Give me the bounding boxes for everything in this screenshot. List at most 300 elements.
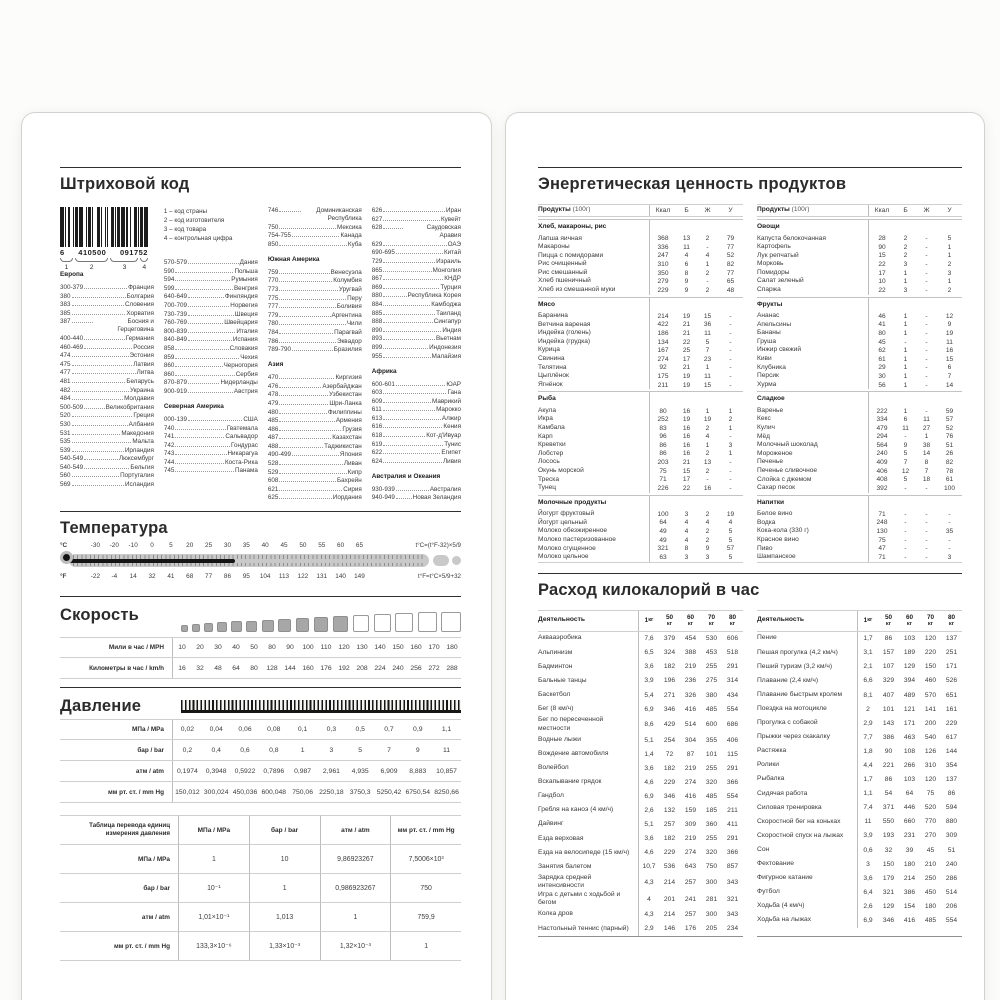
product-value: 5 xyxy=(728,528,733,536)
code-entry xyxy=(60,421,154,429)
nutrition-row xyxy=(757,553,962,562)
dot-leader xyxy=(175,446,230,447)
activity-name: Силовая тренировка xyxy=(757,803,822,811)
activity-value: 7,6 xyxy=(638,632,659,646)
celsius-tick: 45 xyxy=(280,542,288,550)
dot-leader xyxy=(279,245,347,246)
activity-value: 201 xyxy=(663,895,676,903)
calories-header-col: 50 кг xyxy=(665,613,674,627)
code-entry xyxy=(164,450,258,458)
barcode-legend-item: 2 – код изготовителя xyxy=(163,217,225,224)
dot-leader xyxy=(175,463,224,464)
nutrition-header-col: Ж xyxy=(704,207,711,214)
product-value: 5 xyxy=(705,338,710,346)
code-number: 625 xyxy=(267,494,279,502)
product-value: 16 xyxy=(945,347,954,355)
nutrition-section-name: Рыба xyxy=(538,395,556,403)
activity-value: 660 xyxy=(903,818,916,826)
activity-value: 329 xyxy=(882,677,895,685)
activity-value: 240 xyxy=(945,860,958,868)
product-value: 19 xyxy=(726,510,735,518)
code-number: 786 xyxy=(267,337,279,345)
pressure-value: 0,08 xyxy=(267,726,281,734)
nutrition-header-col: Ккал xyxy=(649,205,676,216)
country-name: ЮАР xyxy=(446,380,461,388)
activity-value: 0,6 xyxy=(857,843,878,857)
product-value: 3 xyxy=(903,286,908,294)
activity-name: Пеший туризм (3,2 км/ч) xyxy=(757,662,833,670)
country-name: Камбоджа xyxy=(431,300,461,308)
activity-name: Футбол xyxy=(757,888,780,896)
celsius-tick: 55 xyxy=(318,542,326,550)
activity-value: 103 xyxy=(903,635,916,643)
country-name: Мальта xyxy=(132,438,154,446)
activity-value: 880 xyxy=(945,818,958,826)
product-value: 1 xyxy=(947,252,952,260)
speed-bar xyxy=(441,612,461,633)
activity-value: 454 xyxy=(684,635,697,643)
pressure-row-values xyxy=(172,720,461,739)
product-name: Спаржа xyxy=(757,286,781,294)
country-name: Румыния xyxy=(231,276,258,284)
product-value: 1 xyxy=(728,424,733,432)
country-name: Кот-д'Ивуар xyxy=(426,432,461,440)
product-value: 86 xyxy=(649,450,676,459)
product-value: 100 xyxy=(649,510,676,519)
country-name: Индия xyxy=(442,326,461,334)
product-value: 18 xyxy=(922,476,931,484)
product-value: 52 xyxy=(726,252,735,260)
product-value: 21 xyxy=(682,364,691,372)
conversion-value: 1 xyxy=(320,902,391,931)
code-entry xyxy=(268,469,362,477)
activity-value: 176 xyxy=(684,925,697,933)
activity-value: 321 xyxy=(726,895,739,903)
product-value: 64 xyxy=(649,519,676,528)
dot-leader xyxy=(72,434,121,435)
nutrition-row xyxy=(757,467,962,476)
nutrition-row xyxy=(538,510,743,519)
code-entry xyxy=(372,267,461,275)
country-name: Маврикий xyxy=(432,397,461,405)
code-number: 594 xyxy=(163,276,175,284)
nutrition-row xyxy=(538,260,743,269)
product-value: 3 xyxy=(903,260,908,268)
code-number: 885 xyxy=(371,309,383,317)
code-entry xyxy=(268,486,362,494)
country-name: Эквадор xyxy=(337,337,362,345)
speed-value: 272 xyxy=(428,664,440,672)
nutrition-row xyxy=(757,355,962,364)
pressure-value: 0,3 xyxy=(326,726,337,734)
activity-value: 193 xyxy=(882,832,895,840)
calories-row xyxy=(538,874,743,891)
product-value: 3 xyxy=(728,441,733,449)
product-value: 38 xyxy=(922,441,931,449)
code-number: 470 xyxy=(267,374,279,382)
nutrition-row xyxy=(757,372,962,381)
speed-value: 80 xyxy=(268,644,276,652)
code-entry xyxy=(164,336,258,344)
activity-name: Гандбол xyxy=(538,792,564,800)
activity-name: Прогулка с собакой xyxy=(757,719,818,727)
celsius-tick: 25 xyxy=(205,542,213,550)
country-name: Израиль xyxy=(436,257,461,265)
barcode-group-numbers xyxy=(60,264,148,271)
pressure-value: 0,2 xyxy=(182,746,193,754)
product-value: 79 xyxy=(726,235,735,243)
product-value: 7 xyxy=(924,467,929,475)
product-value: - xyxy=(904,510,907,518)
code-entry xyxy=(164,379,258,387)
speed-bar xyxy=(204,623,213,632)
nutrition-columns xyxy=(538,204,962,563)
code-entry xyxy=(268,409,362,417)
activity-value: 530 xyxy=(705,635,718,643)
product-value: 2 xyxy=(903,243,908,251)
product-value: - xyxy=(925,278,928,286)
dot-leader xyxy=(383,402,431,403)
activity-value: 2,9 xyxy=(857,716,878,730)
product-value: 2 xyxy=(705,286,710,294)
activity-value: 2,9 xyxy=(638,922,659,936)
code-number: 485 xyxy=(267,417,279,425)
activity-value: 229 xyxy=(663,778,676,786)
pressure-row-values xyxy=(172,782,461,802)
product-name: Молоко цельное xyxy=(538,553,589,561)
dot-leader xyxy=(383,314,435,315)
product-value: 408 xyxy=(868,475,895,484)
activity-value: 214 xyxy=(903,874,916,882)
activity-name: Скоростной спуск на лыжах xyxy=(757,831,844,839)
code-entry xyxy=(60,412,154,420)
pressure-value: 1 xyxy=(300,746,305,754)
code-number: 613 xyxy=(371,414,383,422)
nutrition-header-row xyxy=(538,204,743,217)
activity-value: 463 xyxy=(903,733,916,741)
fahrenheit-unit-label: °F xyxy=(60,573,67,581)
activity-value: 103 xyxy=(903,776,916,784)
code-entry xyxy=(60,404,154,412)
activity-value: 180 xyxy=(924,902,937,910)
product-value: - xyxy=(729,467,732,475)
activity-value: 554 xyxy=(726,705,739,713)
fahrenheit-tick: 140 xyxy=(335,573,346,581)
activity-value: 343 xyxy=(726,911,739,919)
activity-name: Ходьба на лыжах xyxy=(757,916,812,924)
product-value: 57 xyxy=(726,545,735,553)
speed-value: 140 xyxy=(374,644,386,652)
product-value: 1 xyxy=(903,312,908,320)
barcode-digits xyxy=(60,248,148,257)
code-number: 858 xyxy=(163,344,175,352)
activity-value: 219 xyxy=(684,764,697,772)
speed-value: 10 xyxy=(178,644,186,652)
dot-leader xyxy=(383,393,446,394)
calories-row xyxy=(538,818,743,832)
product-value: 26 xyxy=(945,450,954,458)
product-name: Белое вино xyxy=(757,510,793,518)
product-value: - xyxy=(925,519,928,527)
activity-value: 4,3 xyxy=(638,908,659,922)
product-name: Лосось xyxy=(538,458,560,466)
nutrition-row xyxy=(757,450,962,459)
product-value: 16 xyxy=(682,407,691,415)
product-value: 2 xyxy=(728,416,733,424)
country-name: Беларусь xyxy=(126,377,154,385)
activity-value: 2,6 xyxy=(857,899,878,913)
dot-leader xyxy=(279,324,346,325)
activity-name: Дайвинг xyxy=(538,820,564,828)
activity-value: 570 xyxy=(924,691,937,699)
product-name: Молочный шоколад xyxy=(757,441,818,449)
calories-row xyxy=(538,803,743,817)
code-number: 870-879 xyxy=(163,379,188,387)
product-value: 17 xyxy=(868,269,895,278)
fahrenheit-tick: 41 xyxy=(167,573,175,581)
code-number: 570-579 xyxy=(163,259,188,266)
code-entry xyxy=(268,426,362,434)
product-value: 90 xyxy=(868,243,895,252)
calories-row xyxy=(757,674,962,688)
country-name: Норвегия xyxy=(230,301,258,309)
product-value: - xyxy=(904,553,907,561)
dot-leader xyxy=(72,451,124,452)
activity-value: 286 xyxy=(945,874,958,882)
product-value: 240 xyxy=(868,450,895,459)
pressure-row-label: МПа / MPa xyxy=(132,726,164,734)
code-entry xyxy=(372,318,461,326)
activity-value: 132 xyxy=(663,807,676,815)
product-value: 78 xyxy=(945,467,954,475)
product-value: 479 xyxy=(868,424,895,433)
product-value: 11 xyxy=(704,372,711,380)
product-value: 15 xyxy=(703,312,712,320)
product-value: 406 xyxy=(868,467,895,476)
nutrition-row xyxy=(538,475,743,484)
thermometer-bulb xyxy=(60,551,73,564)
activity-value: 229 xyxy=(663,849,676,857)
country-name: Парагвай xyxy=(334,328,362,336)
country-name: Дания xyxy=(239,259,258,266)
speed-value: 128 xyxy=(266,664,278,672)
code-number: 780 xyxy=(267,320,279,328)
activity-value: 450 xyxy=(924,888,937,896)
code-number: 520 xyxy=(60,412,71,420)
barcode-legend-item: 1 – код страны xyxy=(163,208,208,215)
product-name: Карп xyxy=(538,432,553,440)
activity-value: 219 xyxy=(684,663,697,671)
product-value: - xyxy=(925,545,928,553)
pressure-value: 6,909 xyxy=(380,767,398,775)
product-value: 12 xyxy=(945,312,954,320)
country-name: Сербия xyxy=(235,370,258,378)
code-number: 474 xyxy=(60,352,71,360)
code-number: 400-440 xyxy=(60,334,84,342)
product-value: 15 xyxy=(682,467,691,475)
product-value: - xyxy=(925,286,928,294)
activity-value: 346 xyxy=(882,917,895,925)
activity-name: Аквааэробика xyxy=(538,634,582,642)
activity-value: 182 xyxy=(663,764,676,772)
speed-value: 90 xyxy=(286,644,294,652)
country-name: ОАЭ xyxy=(447,240,461,248)
product-name: Пицца с помидорами xyxy=(538,251,604,259)
code-entry xyxy=(164,416,258,424)
code-entry xyxy=(60,344,154,352)
activity-name: Поездка на мотоцикле xyxy=(757,704,827,712)
activity-value: 346 xyxy=(663,705,676,713)
product-value: 11 xyxy=(683,243,690,251)
product-value: 100 xyxy=(943,484,955,492)
product-value: - xyxy=(925,553,928,561)
activity-value: 485 xyxy=(705,792,718,800)
product-value: 11 xyxy=(946,338,953,346)
product-value: 96 xyxy=(649,433,676,442)
dot-leader xyxy=(279,307,335,308)
product-value: 392 xyxy=(868,484,895,493)
activity-value: 161 xyxy=(945,705,958,713)
product-value: 1 xyxy=(728,407,733,415)
code-number: 528 xyxy=(267,460,279,468)
product-value: 2 xyxy=(705,424,710,432)
conversion-row-label: атм / atm xyxy=(60,902,178,931)
product-value: 62 xyxy=(868,346,895,355)
nutrition-row xyxy=(757,475,962,484)
nutrition-section-row xyxy=(757,495,962,510)
product-value: - xyxy=(925,484,928,492)
activity-value: 54 xyxy=(884,790,893,798)
product-value: 294 xyxy=(868,433,895,442)
activity-value: 6,9 xyxy=(638,702,659,716)
activity-name: Альпинизм xyxy=(538,648,573,656)
code-entry xyxy=(268,477,362,485)
code-number: 626 xyxy=(371,207,383,214)
barcode-group-number: 3 xyxy=(122,264,127,271)
conversion-value: 1 xyxy=(390,931,461,960)
product-value: - xyxy=(925,321,928,329)
celsius-ticks xyxy=(86,542,369,549)
activity-value: 366 xyxy=(726,778,739,786)
nutrition-section-row xyxy=(757,391,962,406)
product-value: - xyxy=(925,269,928,277)
product-name: Мёд xyxy=(757,432,771,440)
country-name: Казахстан xyxy=(332,434,362,442)
activity-value: 255 xyxy=(705,835,718,843)
celsius-scale-row xyxy=(60,542,461,549)
dot-leader xyxy=(383,436,425,437)
code-entry xyxy=(372,458,461,466)
code-number: 930-939 xyxy=(371,485,395,493)
code-entry xyxy=(164,302,258,310)
country-name: Сальвадор xyxy=(225,433,258,441)
activity-name: Плавание быстрым кролем xyxy=(757,690,843,698)
activity-value: 314 xyxy=(726,677,739,685)
dot-leader xyxy=(279,447,323,448)
country-name: Финляндия xyxy=(224,293,258,301)
activity-value: 157 xyxy=(882,649,895,657)
product-name: Цыплёнок xyxy=(538,372,569,380)
calories-row xyxy=(757,801,962,815)
activity-value: 1,4 xyxy=(638,747,659,761)
speed-section xyxy=(60,596,461,679)
activity-value: 550 xyxy=(882,818,895,826)
nutrition-row xyxy=(757,433,962,442)
country-name: Алжир xyxy=(441,414,461,422)
activity-name: Сон xyxy=(757,845,770,853)
conversion-value: 10⁻¹ xyxy=(178,873,249,902)
activity-value: 1,8 xyxy=(857,744,878,758)
product-value: 86 xyxy=(649,441,676,450)
product-value: 27 xyxy=(922,424,931,432)
product-value: 4 xyxy=(705,519,710,527)
calories-row xyxy=(757,829,962,843)
calories-header-col: 60 кг xyxy=(905,613,914,627)
calories-row xyxy=(538,761,743,775)
country-codes-grid xyxy=(60,203,461,503)
code-number: 611 xyxy=(371,406,382,414)
product-value: 229 xyxy=(649,286,676,295)
product-value: - xyxy=(925,312,928,320)
codes-column-2 xyxy=(164,203,258,503)
product-value: 14 xyxy=(922,450,931,458)
calories-row xyxy=(538,716,743,733)
product-name: Треска xyxy=(538,475,559,483)
activity-value: 411 xyxy=(727,821,738,829)
product-value: - xyxy=(729,381,732,389)
product-value: 92 xyxy=(649,364,676,373)
calories-row xyxy=(538,702,743,716)
dot-leader xyxy=(279,333,333,334)
calories-header-row xyxy=(538,610,743,632)
product-value: 274 xyxy=(649,355,676,364)
calories-row xyxy=(757,843,962,857)
country-name: Канада xyxy=(340,232,362,240)
country-name: Хорватия xyxy=(126,309,154,317)
activity-value: 6,9 xyxy=(857,914,878,928)
product-name: Мороженое xyxy=(757,449,793,457)
activity-name: Езда на велосипеде (15 км/ч) xyxy=(538,848,630,856)
product-name: Помидоры xyxy=(757,268,790,276)
activity-value: 3,6 xyxy=(638,761,659,775)
activity-name: Баскетбол xyxy=(538,690,571,698)
fahrenheit-tick: 77 xyxy=(205,573,213,581)
pressure-value: 4,935 xyxy=(351,767,369,775)
speed-bar xyxy=(231,621,241,632)
activity-value: 182 xyxy=(663,663,676,671)
activity-name: Растяжка xyxy=(757,747,787,755)
speed-value: 40 xyxy=(232,644,240,652)
country-name: Польша xyxy=(234,267,258,275)
dot-leader xyxy=(188,263,239,264)
country-name: Нидерланды xyxy=(220,379,258,387)
activity-name: Плавание (2,4 км/ч) xyxy=(757,676,819,684)
activity-value: 3 xyxy=(857,857,878,871)
activity-value: 1,7 xyxy=(857,632,878,646)
activity-value: 686 xyxy=(726,721,739,729)
calories-row xyxy=(757,815,962,829)
code-number: 859 xyxy=(163,353,175,361)
country-name: Албания xyxy=(128,420,154,428)
dot-leader xyxy=(175,471,234,472)
nutrition-row xyxy=(538,321,743,330)
dot-leader xyxy=(279,498,331,499)
product-value: 12 xyxy=(901,467,910,475)
product-value: 321 xyxy=(649,544,676,553)
activity-value: 518 xyxy=(726,649,739,657)
nutrition-section-name: Сладкое xyxy=(757,395,785,403)
conversion-value: 1,013 xyxy=(249,902,320,931)
